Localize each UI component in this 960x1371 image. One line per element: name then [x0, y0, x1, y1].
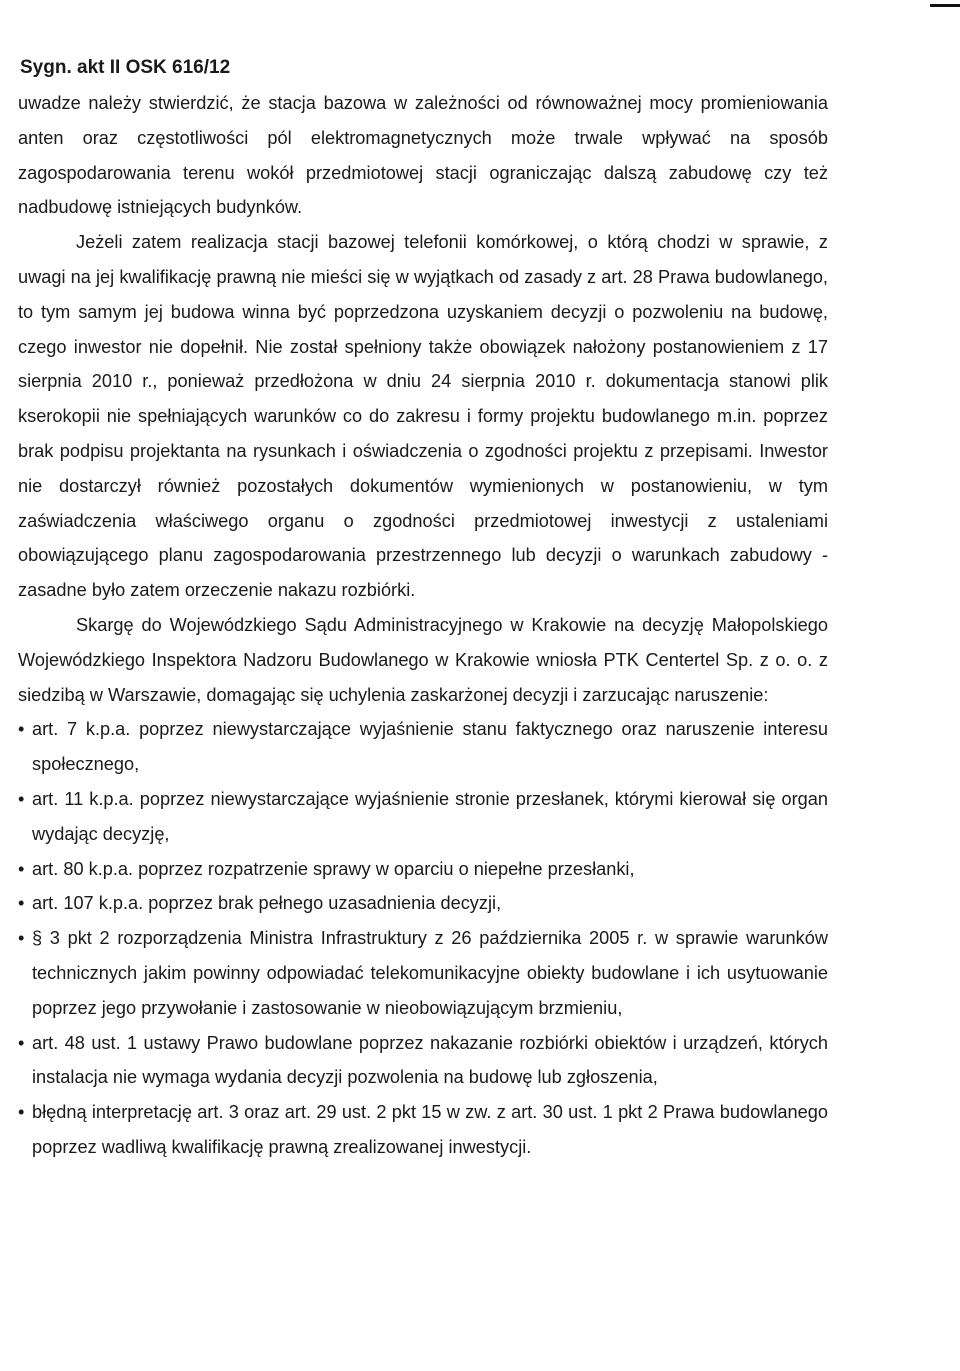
- list-item: [18, 782, 828, 852]
- bullet-icon: •: [18, 928, 25, 949]
- paragraph-continuation: uwadze należy stwierdzić, że stacja bazowa w zależności od równoważnej mocy promieniowania anten oraz częstotliwości pól elektromagnetycznych może trwale wpływać na sposób zagospodarowania terenu wokół przedmiotowej stacji ograniczając dalszą zabudowę czy też nadbudowę istniejących budynków.: [18, 93, 828, 218]
- list-item-text: art. 7 k.p.a. poprzez niewystarczające wyjaśnienie stanu faktycznego oraz naruszenie interesu społecznego,: [32, 719, 828, 775]
- list-item-text: art. 48 ust. 1 ustawy Prawo budowlane poprzez nakazanie rozbiórki obiektów i urządzeń, których instalacja nie wymaga wydania decyzji pozwolenia na budowę lub zgłoszenia,: [32, 1032, 828, 1088]
- bullet-icon: •: [18, 788, 25, 809]
- bullet-icon: •: [18, 1102, 25, 1123]
- list-item: [18, 1026, 828, 1096]
- list-item: [18, 1095, 828, 1165]
- list-item-text: § 3 pkt 2 rozporządzenia Ministra Infrastruktury z 26 października 2005 r. w sprawie warunków technicznych jakim powinny odpowiadać telekomunikacyjne obiekty budowlane i ich usytuowanie poprzez jego przywołanie i zastosowanie w nieobowiązującym brzmieniu,: [32, 928, 828, 1018]
- list-item: [18, 886, 828, 921]
- document-page: [18, 56, 828, 1165]
- bullet-icon: •: [18, 858, 25, 879]
- scan-edge-mark: [930, 4, 960, 7]
- bullet-icon: •: [18, 893, 25, 914]
- paragraph-complaint: Skargę do Wojewódzkiego Sądu Administracyjnego w Krakowie na decyzję Małopolskiego Wojewódzkiego Inspektora Nadzoru Budowlanego w Krakowie wniosła PTK Centertel Sp. z o. o. z siedzibą w Warszawie, domagając się uchylenia zaskarżonej decyzji i zarzucając naruszenie:: [18, 614, 828, 705]
- paragraph-reasoning: Jeżeli zatem realizacja stacji bazowej telefonii komórkowej, o którą chodzi w sprawie, z uwagi na jej kwalifikację prawną nie mieści się w wyjątkach od zasady z art. 28 Prawa budowlanego, to tym samym jej budowa winna być poprzedzona uzyskaniem decyzji o pozwoleniu na budowę, czego inwestor nie dopełnił. Nie został spełniony także obowiązek nałożony postanowieniem z 17 sierpnia 2010 r., ponieważ przedłożona w dniu 24 sierpnia 2010 r. dokumentacja stanowi plik kserokopii nie spełniających warunków co do zakresu i formy projektu budowlanego m.in. poprzez brak podpisu projektanta na rysunkach i oświadczenia o zgodności projektu z przepisami. Inwestor nie dostarczył również pozostałych dokumentów wymienionych w postanowieniu, w tym zaświadczenia właściwego organu o zgodności przedmiotowej inwestycji z ustaleniami obowiązującego planu zagospodarowania przestrzennego lub decyzji o warunkach zabudowy - zasadne było zatem orzeczenie nakazu rozbiórki.: [18, 232, 828, 601]
- list-item-text: art. 107 k.p.a. poprzez brak pełnego uzasadnienia decyzji,: [32, 893, 502, 914]
- list-item-text: art. 11 k.p.a. poprzez niewystarczające wyjaśnienie stronie przesłanek, którymi kierował się organ wydając decyzję,: [32, 788, 828, 844]
- list-item-text: art. 80 k.p.a. poprzez rozpatrzenie sprawy w oparciu o niepełne przesłanki,: [32, 858, 635, 879]
- list-item-text: błędną interpretację art. 3 oraz art. 29 ust. 2 pkt 15 w zw. z art. 30 ust. 1 pkt 2 Prawa budowlanego poprzez wadliwą kwalifikację prawną zrealizowanej inwestycji.: [32, 1102, 828, 1157]
- bullet-icon: •: [18, 1032, 25, 1053]
- list-item: [18, 852, 828, 887]
- list-item: [18, 921, 828, 1025]
- list-item: [18, 712, 828, 782]
- bullet-icon: •: [18, 719, 25, 740]
- case-signature: Sygn. akt II OSK 616/12: [20, 57, 231, 78]
